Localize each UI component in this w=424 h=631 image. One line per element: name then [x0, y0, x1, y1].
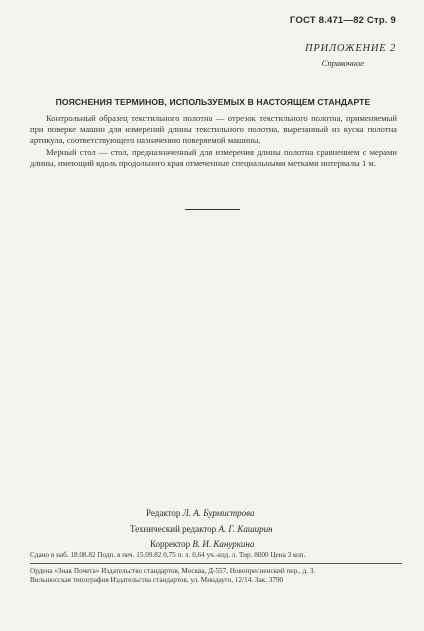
section-title: ПОЯСНЕНИЯ ТЕРМИНОВ, ИСПОЛЬЗУЕМЫХ В НАСТОЯЩЕМ СТАНДАРТЕ [55, 97, 371, 107]
credits-block [130, 506, 273, 553]
imprint-print-data: Сдано в наб. 18.08.82 Подп. в печ. 15.09.82 0,75 п. л. 0,64 уч.-изд. л. Тир. 8000 Цена 3 коп. [30, 551, 306, 559]
corrector-name: В. И. Кануркина [192, 539, 255, 549]
paragraph-sample-definition: Контрольный образец текстильного полотна — отрезок текстильного полотна, применяемый при поверке машин для измерений длины текстильного полотна, вырезанный из куска полотна артикула, соответствующего назначению поверяемой машины. [30, 113, 397, 146]
tech-editor-label: Технический редактор [130, 523, 217, 534]
imprint-divider [30, 563, 402, 564]
corrector-label: Корректор [150, 539, 191, 549]
imprint-publisher-line: Ордена «Знак Почета» Издательство стандартов, Москва, Д-557, Новопресненский пер., д. 3. [30, 567, 316, 575]
credit-tech-editor [130, 522, 273, 538]
appendix-title: ПРИЛОЖЕНИЕ 2 [305, 43, 396, 54]
separator-rule [185, 209, 240, 210]
paragraph-measuring-table-definition: Мерный стол — стол, предназначенный для измерения длины полотна сравнением с мерами длины, имеющий вдоль продольного края отмеченные специальными метками интервалы 1 м. [30, 146, 397, 168]
body-text [30, 113, 397, 169]
imprint-publisher [30, 567, 402, 585]
editor-label: Редактор [146, 508, 181, 518]
credit-editor [130, 506, 273, 522]
tech-editor-name: А. Г. Каширин [218, 523, 273, 534]
page-header: ГОСТ 8.471—82 Стр. 9 [289, 15, 396, 26]
imprint-printer-line: Вильнюсская типография Издательства стандартов, ул. Миндауго, 12/14. Зак. 3790 [30, 576, 284, 584]
editor-name: Л. А. Бурмистрова [182, 508, 255, 518]
appendix-subtitle: Справочное [321, 58, 364, 68]
